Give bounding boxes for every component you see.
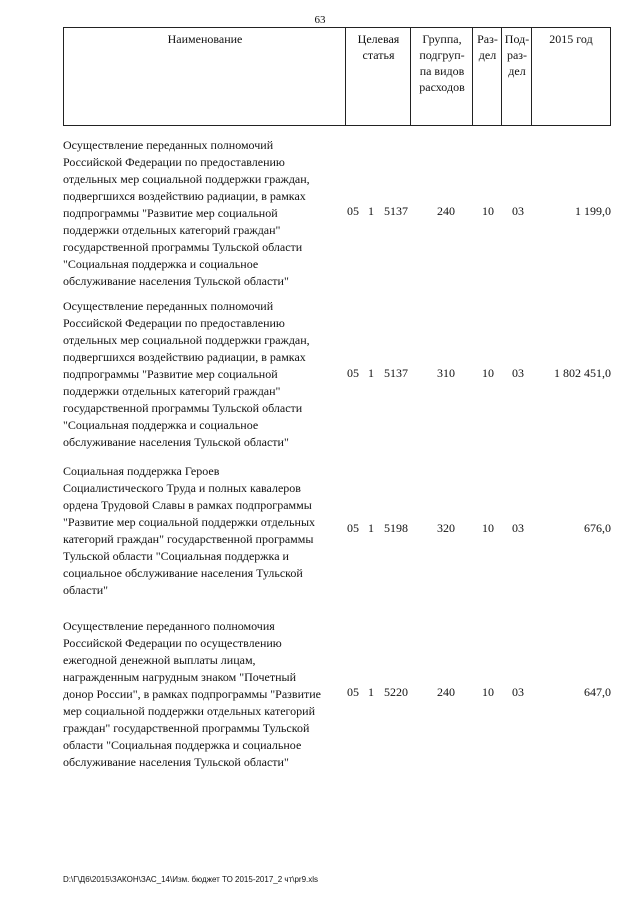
row-amount: 1 802 451,0 <box>554 366 611 380</box>
header-section: Раз- дел <box>477 32 498 62</box>
footer-file-path: D:\Г\Д6\2015\ЗАКОН\ЗАС_14\Изм. бюджет ТО 2015-2017_2 чт\pr9.xls <box>63 875 319 884</box>
row-group: 240 <box>437 204 455 218</box>
header-subsection-cell <box>501 27 532 126</box>
row-subsection: 03 <box>512 204 524 218</box>
page-number: 63 <box>314 14 326 26</box>
header-target-cell <box>345 27 411 126</box>
row-amount: 676,0 <box>584 521 611 535</box>
row-program: 05 <box>347 204 359 218</box>
row-section: 10 <box>482 685 494 699</box>
header-year-cell <box>531 27 611 126</box>
table-row <box>63 137 611 297</box>
row-group: 310 <box>437 366 455 380</box>
row-code: 5220 <box>384 685 408 699</box>
table-row <box>63 463 611 603</box>
row-program: 05 <box>347 685 359 699</box>
row-section: 10 <box>482 521 494 535</box>
row-code: 5137 <box>384 204 408 218</box>
row-name: Осуществление переданных полномочий Российской Федерации по предоставлению отдельных мер социальной поддержки граждан, подвергшихся воздействию радиации, в рамках подпрограммы "Развитие мер социальной поддержки отдельных категорий граждан" государственной программы Тульской области "Социальная поддержка и социальное обслуживание населения Тульской области" <box>63 299 310 449</box>
row-subsection: 03 <box>512 521 524 535</box>
row-subprogram: 1 <box>368 366 374 380</box>
header-group-cell <box>410 27 473 126</box>
row-name: Осуществление переданного полномочия Российской Федерации по осуществлению ежегодной денежной выплаты лицам, награжденным нагрудным знаком "Почетный донор России", в рамках подпрограммы "Развитие мер социальной поддержки отдельных категорий граждан" государственной программы Тульской области "Социальная поддержка и социальное обслуживание населения Тульской области" <box>63 619 321 769</box>
row-amount: 647,0 <box>584 685 611 699</box>
row-subprogram: 1 <box>368 204 374 218</box>
header-name: Наименование <box>167 32 243 46</box>
row-subsection: 03 <box>512 685 524 699</box>
table-row <box>63 618 611 778</box>
header-group: Группа, подгруп- па видов расходов <box>419 32 465 94</box>
header-section-cell <box>472 27 502 126</box>
row-name: Социальная поддержка Героев Социалистического Труда и полных кавалеров ордена Трудовой Славы в рамках подпрограммы "Развитие мер социальной поддержки отдельных категорий граждан" государственной программы Тульской области "Социальная поддержка и социальное обслуживание населения Тульской области" <box>63 464 316 597</box>
row-subsection: 03 <box>512 366 524 380</box>
row-group: 320 <box>437 521 455 535</box>
row-program: 05 <box>347 366 359 380</box>
header-name-cell <box>63 27 346 126</box>
header-year: 2015 год <box>549 32 593 46</box>
row-name: Осуществление переданных полномочий Российской Федерации по предоставлению отдельных мер социальной поддержки граждан, подвергшихся воздействию радиации, в рамках подпрограммы "Развитие мер социальной поддержки отдельных категорий граждан" государственной программы Тульской области "Социальная поддержка и социальное обслуживание населения Тульской области" <box>63 138 310 288</box>
row-subprogram: 1 <box>368 521 374 535</box>
row-code: 5198 <box>384 521 408 535</box>
row-amount: 1 199,0 <box>575 204 611 218</box>
row-group: 240 <box>437 685 455 699</box>
header-target-article: Целевая статья <box>357 32 400 62</box>
row-section: 10 <box>482 204 494 218</box>
table-row <box>63 298 611 458</box>
row-section: 10 <box>482 366 494 380</box>
row-program: 05 <box>347 521 359 535</box>
row-code: 5137 <box>384 366 408 380</box>
row-subprogram: 1 <box>368 685 374 699</box>
header-subsection: Под- раз- дел <box>504 32 530 78</box>
